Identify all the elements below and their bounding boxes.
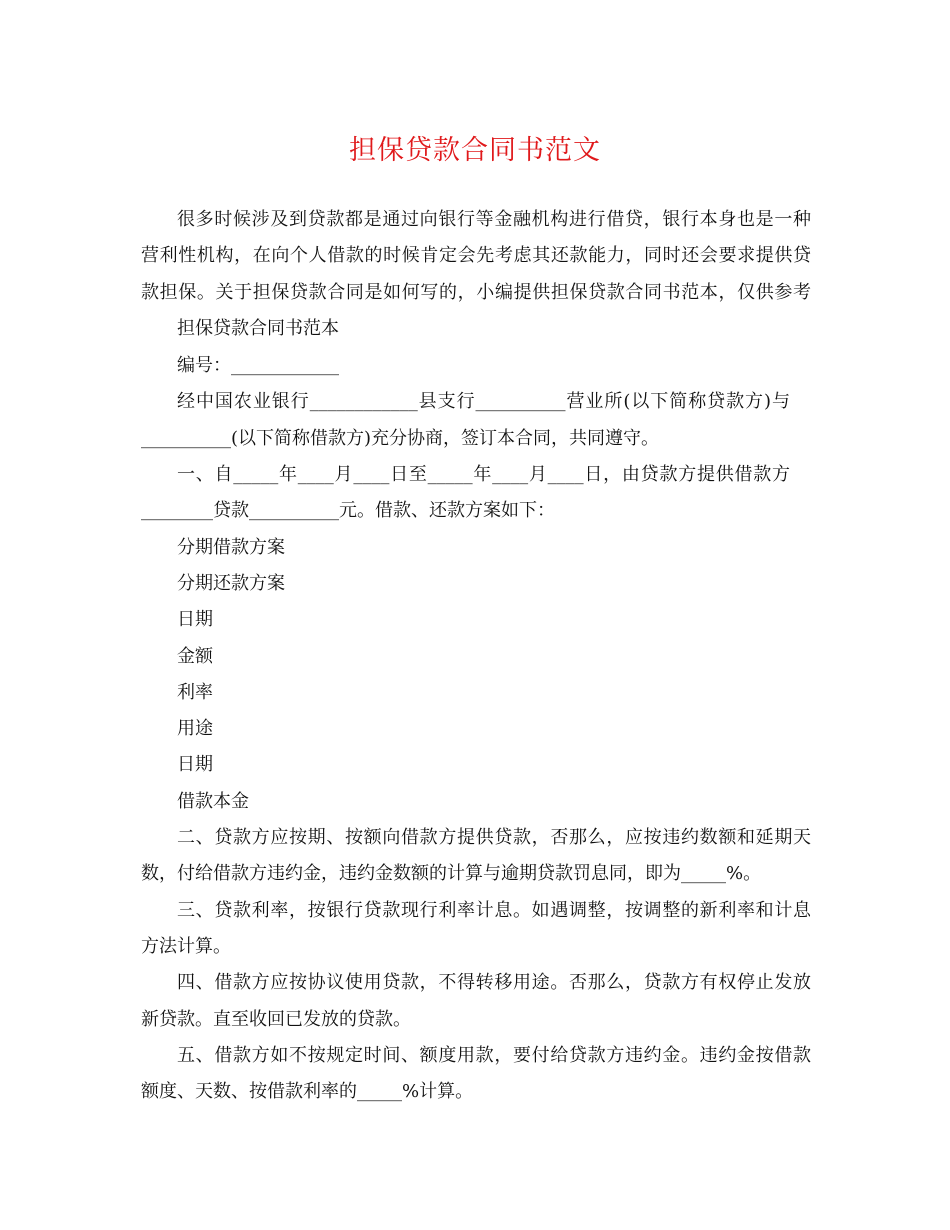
contract-number: 编号：____________: [177, 355, 339, 376]
clause-2-line-2: 数，付给借款方违约金，违约金数额的计算与逾期贷款罚息同，即为_____%。: [141, 863, 762, 884]
plan-item: 利率: [177, 682, 213, 703]
clause-2-line-1: 二、贷款方应按期、按额向借款方提供贷款，否那么，应按违约数额和延期天: [177, 827, 811, 848]
clause-1-line-1: 一、自_____年____月____日至_____年____月____日，由贷款方提供借款方: [177, 464, 790, 485]
intro-line-3: 款担保。关于担保贷款合同是如何写的，小编提供担保贷款合同书范本，仅供参考: [141, 282, 811, 303]
plan-item: 分期借款方案: [177, 537, 285, 558]
clause-5-line-2: 额度、天数、按借款利率的_____%计算。: [141, 1081, 474, 1102]
plan-item: 金额: [177, 646, 213, 667]
intro-line-1: 很多时候涉及到贷款都是通过向银行等金融机构进行借贷，银行本身也是一种: [177, 209, 811, 230]
page-title: 担保贷款合同书范文: [349, 135, 601, 166]
parties-line-1: 经中国农业银行____________县支行__________营业所(以下简称贷款方)与: [177, 391, 790, 412]
clause-5-line-1: 五、借款方如不按规定时间、额度用款，要付给贷款方违约金。违约金按借款: [177, 1045, 811, 1066]
clause-3-line-2: 方法计算。: [141, 936, 231, 957]
parties-line-2: __________(以下简称借款方)充分协商，签订本合同，共同遵守。: [141, 428, 660, 449]
clause-4-line-1: 四、借款方应按协议使用贷款，不得转移用途。否那么，贷款方有权停止发放: [177, 972, 811, 993]
plan-item: 日期: [177, 754, 213, 775]
subtitle: 担保贷款合同书范本: [177, 318, 339, 339]
intro-line-2: 营利性机构，在向个人借款的时候肯定会先考虑其还款能力，同时还会要求提供贷: [141, 245, 811, 266]
plan-item: 借款本金: [177, 791, 249, 812]
clause-3-line-1: 三、贷款利率，按银行贷款现行利率计息。如遇调整，按调整的新利率和计息: [177, 900, 811, 921]
clause-4-line-2: 新贷款。直至收回已发放的贷款。: [141, 1009, 411, 1030]
clause-1-line-2: ________贷款__________元。借款、还款方案如下：: [141, 500, 555, 521]
plan-item: 分期还款方案: [177, 573, 285, 594]
plan-item: 用途: [177, 718, 213, 739]
plan-item: 日期: [177, 609, 213, 630]
